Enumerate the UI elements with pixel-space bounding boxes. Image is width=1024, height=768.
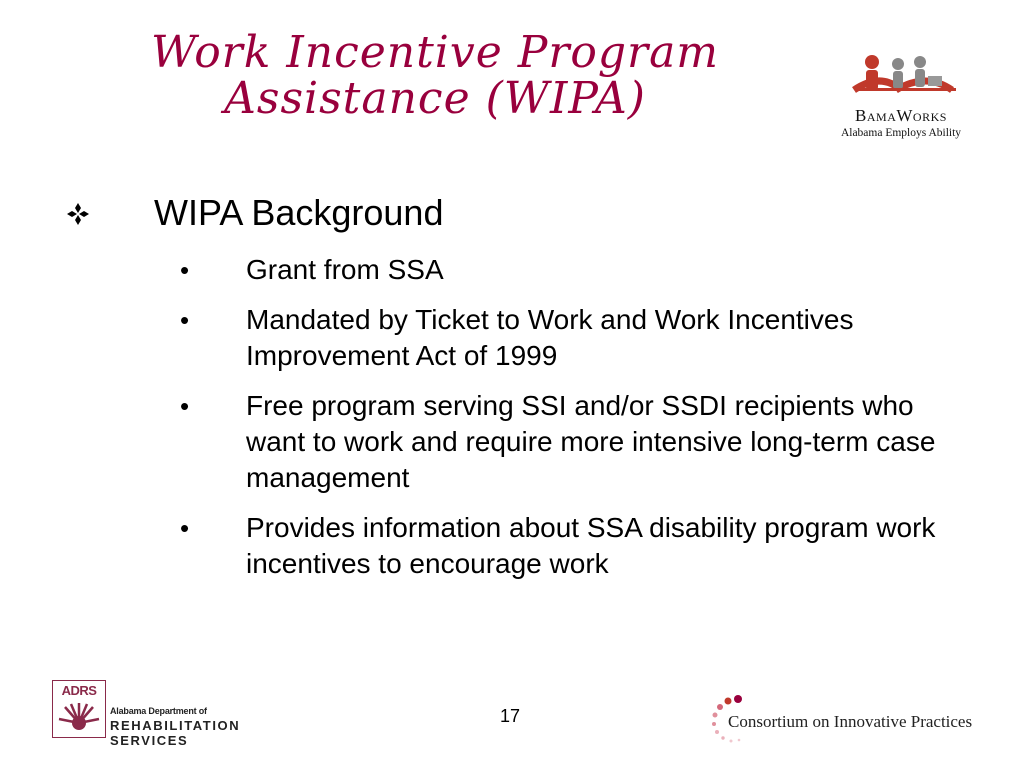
- list-item: [180, 388, 980, 496]
- title-line-2: Assistance (WIPA): [224, 73, 646, 124]
- list-item: [180, 510, 980, 582]
- adrs-line-2: REHABILITATION SERVICES: [110, 718, 241, 748]
- cip-name: Consortium on Innovative Practices: [728, 712, 973, 731]
- adrs-line-1: Alabama Department of: [110, 706, 207, 716]
- bullet-text: Mandated by Ticket to Work and Work Incentives Improvement Act of 1999: [246, 304, 854, 371]
- adrs-abbr: ADRS: [61, 683, 97, 698]
- list-item: [180, 252, 980, 288]
- diamond-bullet-icon: [66, 202, 90, 226]
- adrs-emblem: [52, 680, 106, 738]
- bullet-dot: •: [180, 305, 190, 335]
- bullet-dot: •: [180, 513, 190, 543]
- slide-title: [40, 27, 830, 124]
- bullet-text: Grant from SSA: [246, 254, 444, 285]
- bullet-dot: •: [180, 255, 190, 285]
- bullet-dot: •: [180, 391, 190, 421]
- bamaworks-figures-icon: [826, 50, 976, 108]
- title-line-1: Work Incentive Program: [150, 27, 720, 78]
- bullet-text: Provides information about SSA disability program work incentives to encourage work: [246, 512, 936, 579]
- adrs-logo: [52, 680, 302, 748]
- cip-logo: [708, 694, 998, 746]
- bamaworks-name: BamaWorks: [855, 106, 947, 125]
- bamaworks-logo: [826, 50, 976, 150]
- section-heading: WIPA Background: [154, 192, 444, 233]
- list-item: [180, 302, 980, 374]
- bullet-text: Free program serving SSI and/or SSDI recipients who want to work and require more intensive long-term case management: [246, 390, 936, 493]
- page-number: 17: [499, 706, 521, 726]
- bullet-list: [180, 252, 980, 596]
- bamaworks-tagline: Alabama Employs Ability: [840, 127, 962, 139]
- sunburst-icon: [53, 681, 105, 737]
